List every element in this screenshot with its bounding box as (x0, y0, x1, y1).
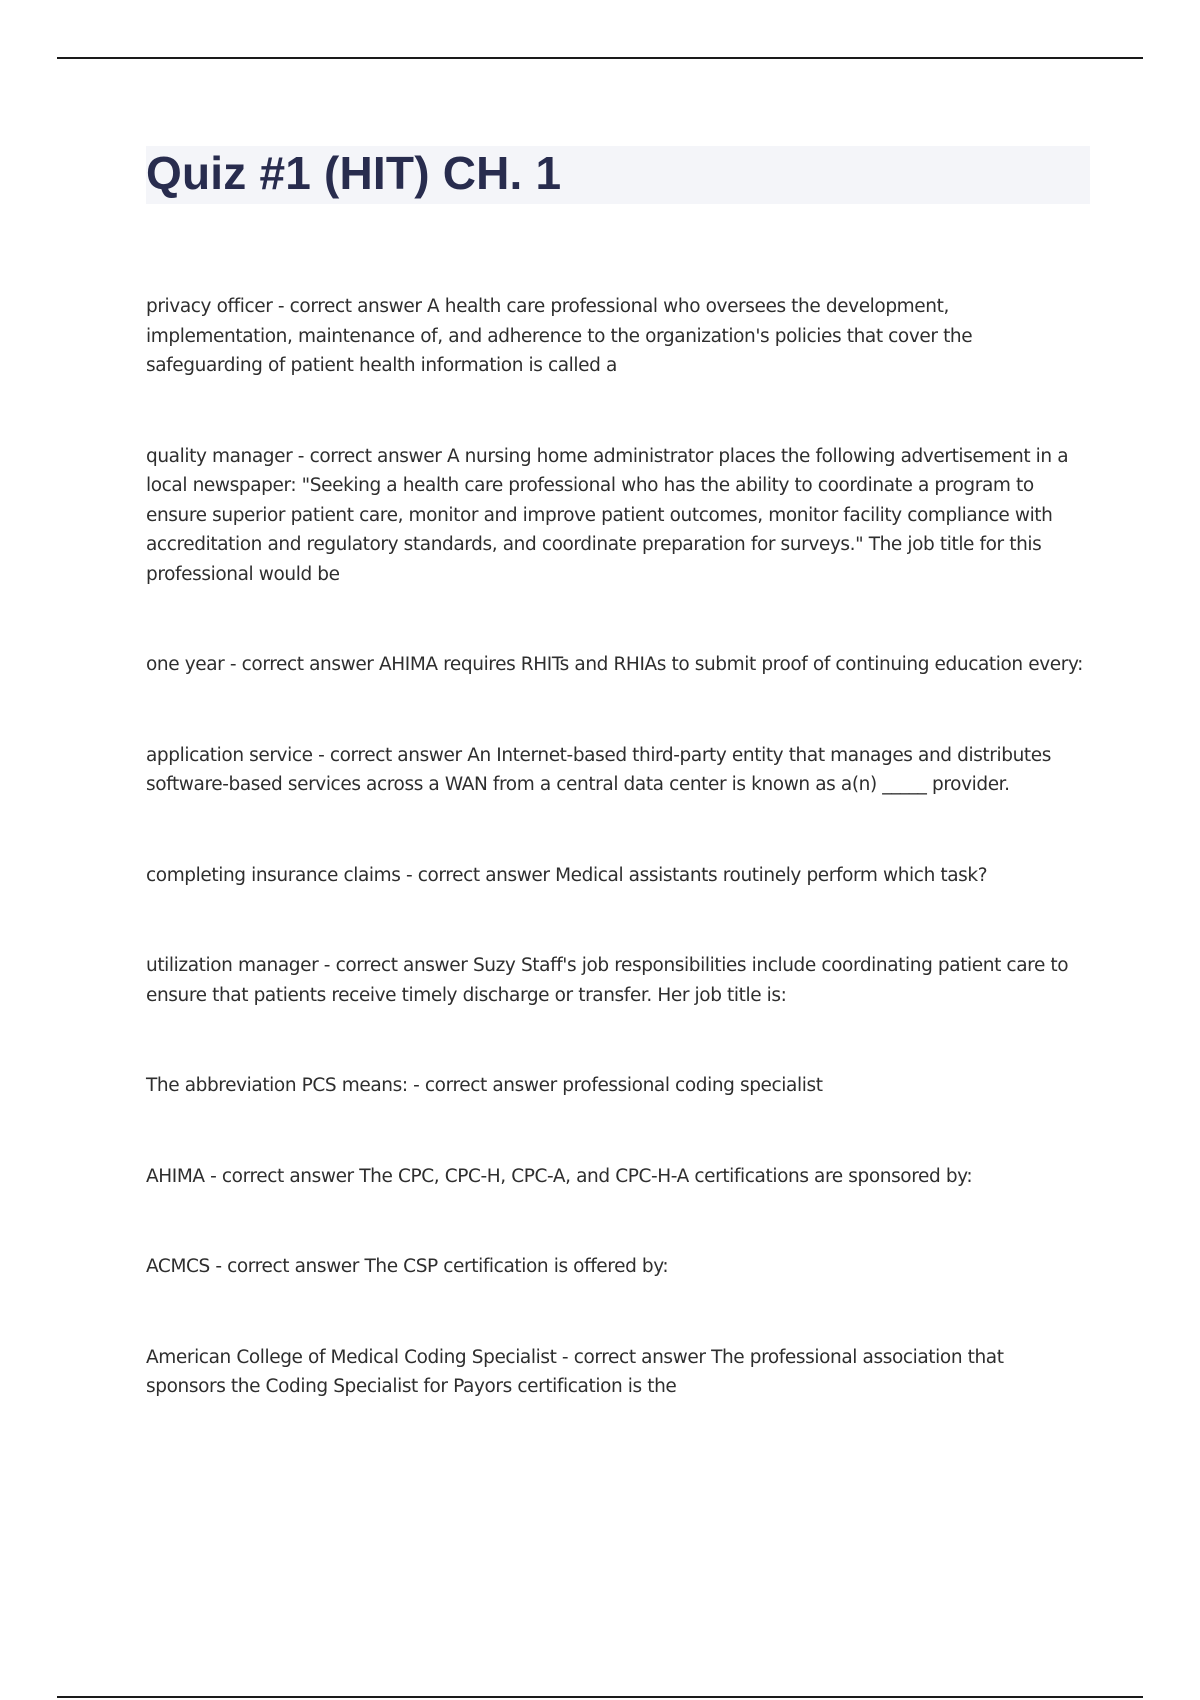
qa-question: The CSP certification is offered by: (364, 1256, 669, 1277)
qa-item-8 (146, 1162, 1086, 1192)
qa-separator: - correct answer (292, 445, 447, 467)
qa-separator: - correct answer (400, 864, 556, 886)
qa-question: Medical assistants routinely perform which task? (555, 864, 988, 886)
qa-answer: one year (146, 654, 225, 675)
qa-separator: - correct answer (318, 955, 473, 976)
qa-item-10 (146, 1343, 1086, 1402)
qa-item-1 (146, 292, 1086, 381)
qa-item-5 (146, 861, 1086, 891)
qa-item-3 (146, 650, 1086, 680)
top-rule (57, 57, 1143, 59)
qa-separator: - correct answer (272, 296, 428, 317)
qa-separator: - correct answer (556, 1346, 712, 1368)
qa-separator: - correct answer (312, 744, 468, 766)
bottom-rule (57, 1696, 1143, 1698)
qa-answer: ACMCS (146, 1256, 210, 1277)
qa-question: The CPC, CPC-H, CPC-A, and CPC-H-A certifications are sponsored by: (359, 1165, 973, 1187)
qa-answer: quality manager (146, 445, 293, 467)
qa-answer: The abbreviation PCS means: (146, 1075, 408, 1096)
qa-list (146, 292, 1086, 1463)
qa-question: professional coding specialist (562, 1075, 823, 1096)
qa-answer: privacy officer (146, 296, 273, 317)
qa-separator: - correct answer (224, 654, 379, 675)
qa-answer: application service (146, 744, 313, 766)
qa-item-6 (146, 951, 1086, 1010)
qa-question: AHIMA requires RHITs and RHIAs to submit proof of continuing education every: (379, 654, 1083, 675)
qa-separator: - correct answer (204, 1165, 360, 1187)
qa-item-4 (146, 741, 1086, 800)
qa-answer: utilization manager (146, 955, 319, 976)
qa-answer: American College of Medical Coding Specialist (146, 1346, 557, 1368)
qa-item-7 (146, 1071, 1086, 1101)
page-title: Quiz #1 (HIT) CH. 1 (146, 147, 562, 199)
qa-question: Suzy Staff's job responsibilities include coordinating patient care to ensure that patients receive timely discharge or transfer. Her job title is: (146, 955, 1069, 1006)
qa-question: The professional association that sponsors the Coding Specialist for Payors certification is the (146, 1346, 1004, 1397)
qa-item-9 (146, 1252, 1086, 1282)
qa-answer: AHIMA (146, 1165, 205, 1187)
qa-answer: completing insurance claims (146, 864, 401, 886)
qa-separator: - correct answer (209, 1256, 365, 1277)
qa-question: A health care professional who oversees the development, implementation, maintenance of, and adherence to the organization's policies that cover the safeguarding of patient health information is called a (146, 296, 973, 376)
qa-separator: - correct answer (407, 1075, 563, 1096)
qa-question: A nursing home administrator places the following advertisement in a local newspaper: "Seeking a health care professional who has the ability to coordinate a program to ensure superior patient care, monitor and improve patient outcomes, monitor facility compliance with accreditation and regulatory standards, and coordinate preparation for surveys." The job title for this professional would be (146, 445, 1069, 585)
qa-item-2 (146, 442, 1086, 590)
qa-question: An Internet-based third-party entity that manages and distributes software-based services across a WAN from a central data center is known as a(n) _____ provider. (146, 744, 1051, 795)
